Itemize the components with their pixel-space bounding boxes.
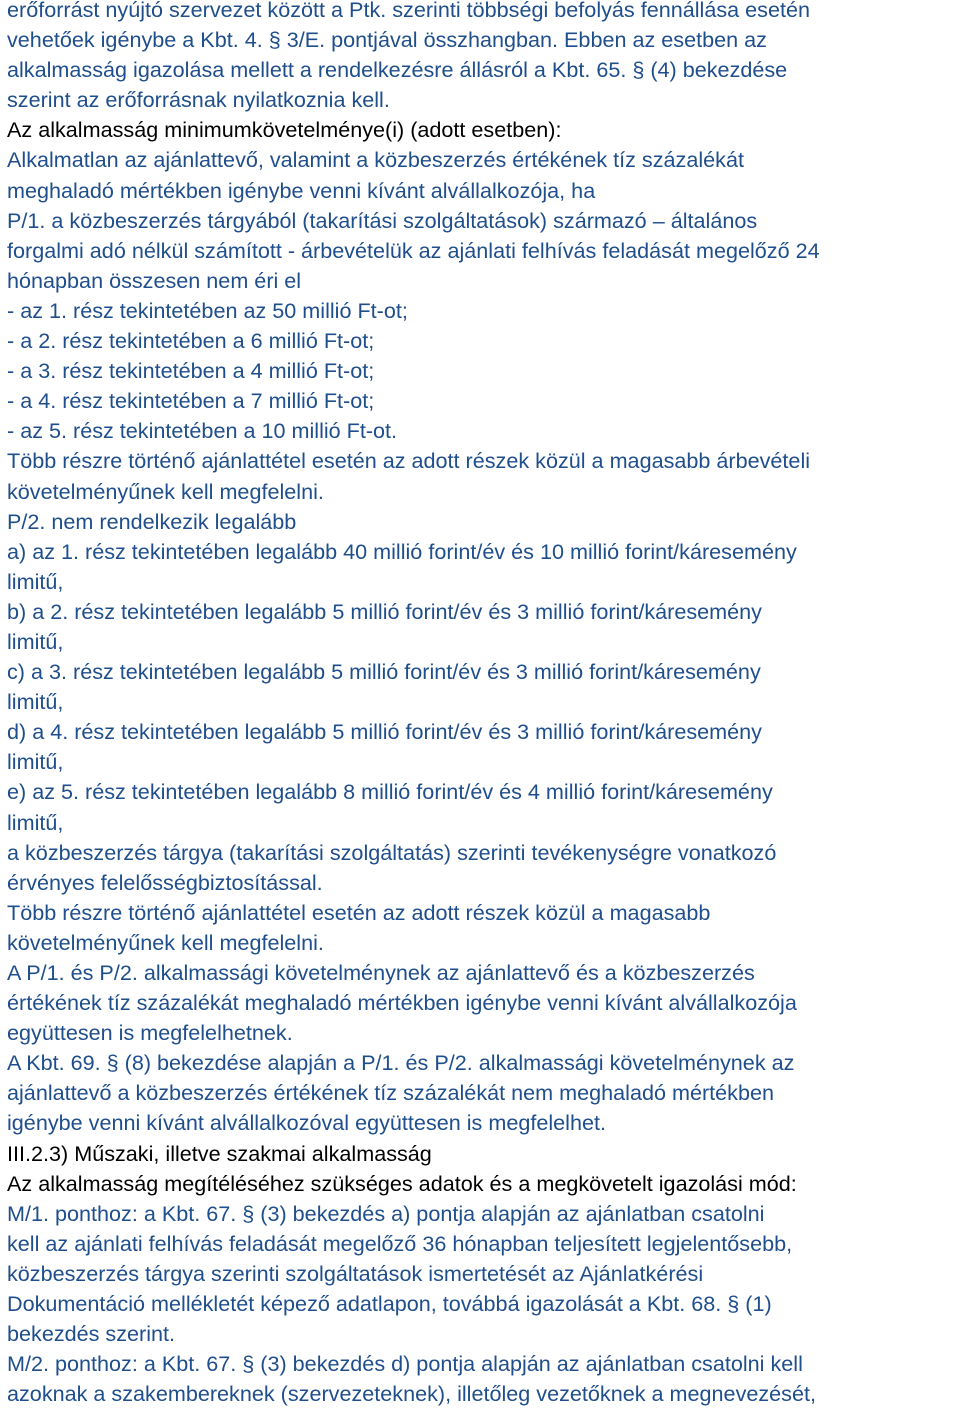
text-line: Több részre történő ajánlattétel esetén az adott részek közül a magasabb árbevételi (7, 448, 811, 474)
text-line: P/2. nem rendelkezik legalább (7, 508, 297, 534)
text-line: bekezdés szerint. (7, 1321, 176, 1347)
text-line: azoknak a szakembereknek (szervezeteknek), illetőleg vezetőknek a megnevezését, (7, 1381, 816, 1407)
text-line: követelményűnek kell megfelelni. (7, 929, 324, 955)
text-line: limitű, (7, 749, 64, 775)
text-line: Az alkalmasság minimumkövetelménye(i) (adott esetben): (7, 117, 562, 143)
text-line: szerint az erőforrásnak nyilatkoznia kell. (7, 87, 390, 113)
text-line: M/2. ponthoz: a Kbt. 67. § (3) bekezdés d) pontja alapján az ajánlatban csatolni kell (7, 1351, 803, 1377)
text-line: együttesen is megfelelhetnek. (7, 1020, 293, 1046)
text-line: hónapban összesen nem éri el (7, 267, 302, 293)
text-line: - az 1. rész tekintetében az 50 millió Ft-ot; (7, 297, 408, 323)
text-line: meghaladó mértékben igénybe venni kívánt alvállalkozója, ha (7, 177, 596, 203)
text-line: M/1. ponthoz: a Kbt. 67. § (3) bekezdés a) pontja alapján az ajánlatban csatolni (7, 1200, 765, 1226)
text-line: követelményűnek kell megfelelni. (7, 478, 324, 504)
text-line: alkalmasság igazolása mellett a rendelkezésre állásról a Kbt. 65. § (4) bekezdése (7, 57, 788, 83)
text-line: b) a 2. rész tekintetében legalább 5 millió forint/év és 3 millió forint/káresemény (7, 598, 762, 624)
text-line: A P/1. és P/2. alkalmassági követelménynek az ajánlattevő és a közbeszerzés (7, 960, 755, 985)
text-line: vehetőek igénybe a Kbt. 4. § 3/E. pontjával összhangban. Ebben az esetben az (7, 27, 767, 53)
text-line: Az alkalmasság megítéléséhez szükséges adatok és a megkövetelt igazolási mód: (7, 1170, 797, 1196)
text-line: a) az 1. rész tekintetében legalább 40 millió forint/év és 10 millió forint/káresemény (7, 538, 797, 564)
text-line: Alkalmatlan az ajánlattevő, valamint a közbeszerzés értékének tíz százalékát (7, 147, 744, 173)
text-line: limitű, (7, 809, 64, 835)
text-line: közbeszerzés tárgya szerinti szolgáltatások ismertetését az Ajánlatkérési (7, 1260, 704, 1286)
text-line: értékének tíz százalékát meghaladó mértékben igénybe venni kívánt alvállalkozója (7, 990, 797, 1016)
text-line: - az 5. rész tekintetében a 10 millió Ft-ot. (7, 418, 398, 444)
text-line: Dokumentáció mellékletét képező adatlapon, továbbá igazolását a Kbt. 68. § (1) (7, 1291, 772, 1317)
text-line: erőforrást nyújtó szervezet között a Ptk. szerinti többségi befolyás fennállása esetén (7, 0, 810, 22)
text-line: e) az 5. rész tekintetében legalább 8 millió forint/év és 4 millió forint/káresemény (7, 779, 773, 805)
text-line: c) a 3. rész tekintetében legalább 5 millió forint/év és 3 millió forint/káresemény (7, 659, 761, 685)
text-line: limitű, (7, 568, 64, 594)
text-line: ajánlattevő a közbeszerzés értékének tíz százalékát nem meghaladó mértékben (7, 1080, 774, 1106)
text-line: kell az ajánlati felhívás feladását megelőző 36 hónapban teljesített legjelentősebb, (7, 1230, 793, 1256)
text-line: limitű, (7, 689, 64, 715)
text-line: érvényes felelősségbiztosítással. (7, 869, 323, 895)
text-line: Több részre történő ajánlattétel esetén az adott részek közül a magasabb (7, 899, 711, 925)
text-line: P/1. a közbeszerzés tárgyából (takarítási szolgáltatások) származó – általános (7, 207, 758, 233)
text-line: igénybe venni kívánt alvállalkozóval együttesen is megfelelhet. (7, 1110, 606, 1136)
text-line: - a 2. rész tekintetében a 6 millió Ft-ot; (7, 328, 375, 354)
text-line: forgalmi adó nélkül számított - árbevételük az ajánlati felhívás feladását megelőző 24 (7, 237, 820, 263)
text-line: A Kbt. 69. § (8) bekezdése alapján a P/1. és P/2. alkalmassági követelménynek az (7, 1050, 795, 1076)
document-page (7, 0, 957, 1409)
text-line: III.2.3) Műszaki, illetve szakmai alkalmasság (7, 1140, 432, 1166)
text-line: - a 4. rész tekintetében a 7 millió Ft-ot; (7, 388, 375, 414)
text-line: d) a 4. rész tekintetében legalább 5 millió forint/év és 3 millió forint/káresemény (7, 719, 762, 745)
text-line: a közbeszerzés tárgya (takarítási szolgáltatás) szerinti tevékenységre vonatkozó (7, 839, 777, 865)
text-line: limitű, (7, 628, 64, 654)
text-line: - a 3. rész tekintetében a 4 millió Ft-ot; (7, 358, 375, 384)
